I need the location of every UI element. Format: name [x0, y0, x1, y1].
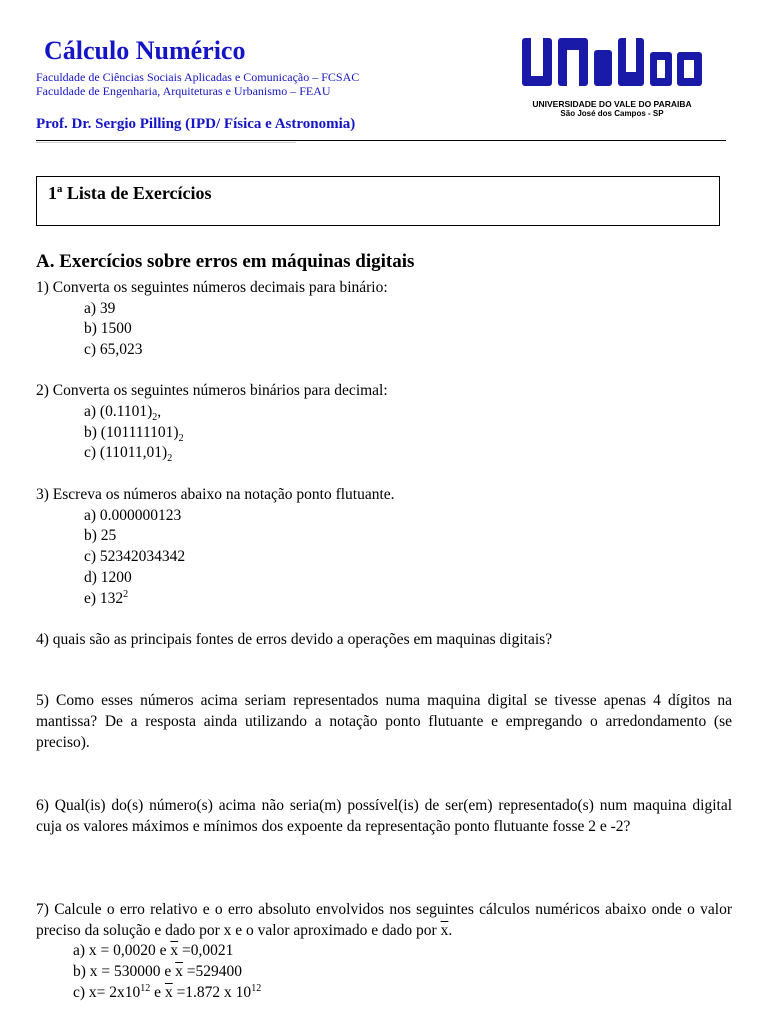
question-5: 5) Como esses números acima seriam representados numa maquina digital se tivesse apenas 4 dígitos na mantissa? De a resposta ainda utilizando a notação ponto flutuante e empregando o arredondamento (se preciso). [36, 692, 732, 751]
q3-item-b: b) 25 [84, 527, 117, 544]
q7-item-c: c) $x= 2x10^{12}$ e $\overline{x} =1.872$ x $10^{12}$ [73, 982, 262, 1001]
header-divider-shadow [36, 142, 296, 143]
q7-item-a: a) x = 0,0020 e $\overline{x} =0,0021$ [73, 942, 234, 959]
question-7: 7) Calcule o erro relativo e o erro absoluto envolvidos nos seguintes cálculos numéricos abaixo onde o valor preciso da solução e dado por x e o valor aproximado e dado por $\overline{x}$. [36, 901, 732, 939]
list-title: 1ª Lista de Exercícios [48, 183, 212, 203]
q7-item-b: b) x = 530000 e $\overline{x} =529400$ [73, 963, 243, 980]
q3-item-d: d) 1200 [84, 569, 132, 586]
question-2: 2) Converta os seguintes números binários para decimal: [36, 382, 388, 399]
page-title: Cálculo Numérico [44, 36, 246, 65]
q3-item-c: c) 52342034342 [84, 548, 186, 565]
faculty-line-2: Faculdade de Engenharia, Arquiteturas e Urbanismo – FEAU [36, 84, 331, 98]
q2-item-c: c) $(11011,01)_2$ [84, 444, 173, 465]
q3-item-a: a) 0.000000123 [84, 507, 182, 524]
question-6: 6) Qual(is) do(s) número(s) acima não seria(m) possível(is) de ser(em) representado(s) num maquina digital cuja os valores máximos e mínimos dos expoente da representação ponto flutuante fosse 2 e -2? [36, 797, 732, 835]
professor-line: Prof. Dr. Sergio Pilling (IPD/ Física e Astronomia) [36, 116, 356, 132]
section-heading: A. Exercícios sobre erros em máquinas digitais [36, 251, 415, 272]
logo-university-name: UNIVERSIDADE DO VALE DO PARAIBA [532, 99, 692, 109]
q3-item-e: e) $132^2$ [84, 588, 129, 607]
q1-item-c: c) 65,023 [84, 341, 143, 358]
q2-item-a: a) $(0.1101)_2$, [84, 403, 162, 424]
faculty-line-1: Faculdade de Ciências Sociais Aplicadas e Comunicação – FCSAC [36, 70, 360, 84]
header-divider [36, 140, 726, 141]
question-3: 3) Escreva os números abaixo na notação ponto flutuante. [36, 486, 395, 503]
question-4: 4) quais são as principais fontes de erros devido a operações em maquinas digitais? [36, 631, 553, 648]
q1-item-a: a) 39 [84, 300, 116, 317]
q1-item-b: b) 1500 [84, 320, 132, 337]
logo-city: São José dos Campos - SP [560, 109, 664, 118]
q2-item-b: b) $(101111101)_2$ [84, 424, 184, 445]
question-1: 1) Converta os seguintes números decimais para binário: [36, 279, 388, 296]
